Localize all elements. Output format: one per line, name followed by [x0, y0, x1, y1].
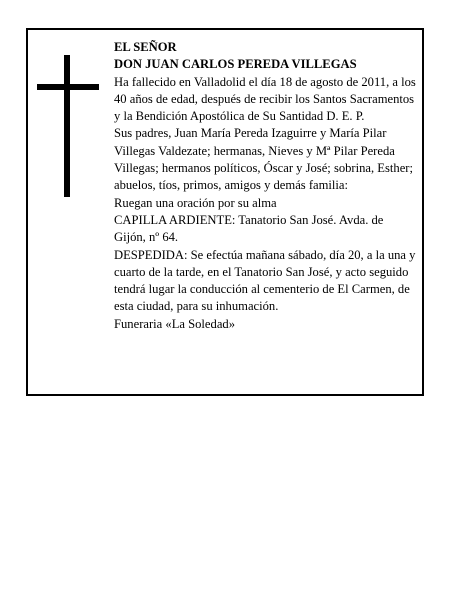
obituary-funeral-home: Funeraria «La Soledad» [114, 316, 235, 331]
obituary-heading-title: EL SEÑOR [114, 40, 177, 54]
obituary-family-list: Sus padres, Juan María Pereda Izaguirre y María Pilar Villegas Valdezate; hermanas, Nieves y Mª Pilar Pereda Villegas; hermanos políticos, Óscar y José; sobrina, Esther; abuelos, tíos, primos, amigos y demás familia: [114, 126, 413, 193]
cross-horizontal-bar [37, 84, 99, 90]
obituary-farewell-info: DESPEDIDA: Se efectúa mañana sábado, día 20, a la una y cuarto de la tarde, en el Tanatorio San José, y acto seguido tendrá lugar la conducción al cementerio de El Carmen, de esta ciudad, para su inhumación. [114, 247, 416, 314]
obituary-chapel-info: CAPILLA ARDIENTE: Tanatorio San José. Avda. de Gijón, nº 64. [114, 212, 384, 245]
obituary-death-announcement: Ha fallecido en Valladolid el día 18 de agosto de 2011, a los 40 años de edad, después de recibir los Santos Sacramentos y la Bendición Apostólica de Su Santidad D. E. P. [114, 74, 416, 124]
obituary-text [114, 39, 418, 333]
latin-cross-icon [37, 55, 99, 197]
obituary-prayer-request: Ruegan una oración por su alma [114, 195, 277, 210]
obituary-deceased-name: DON JUAN CARLOS PEREDA VILLEGAS [114, 57, 357, 72]
cross-vertical-bar [64, 55, 70, 197]
